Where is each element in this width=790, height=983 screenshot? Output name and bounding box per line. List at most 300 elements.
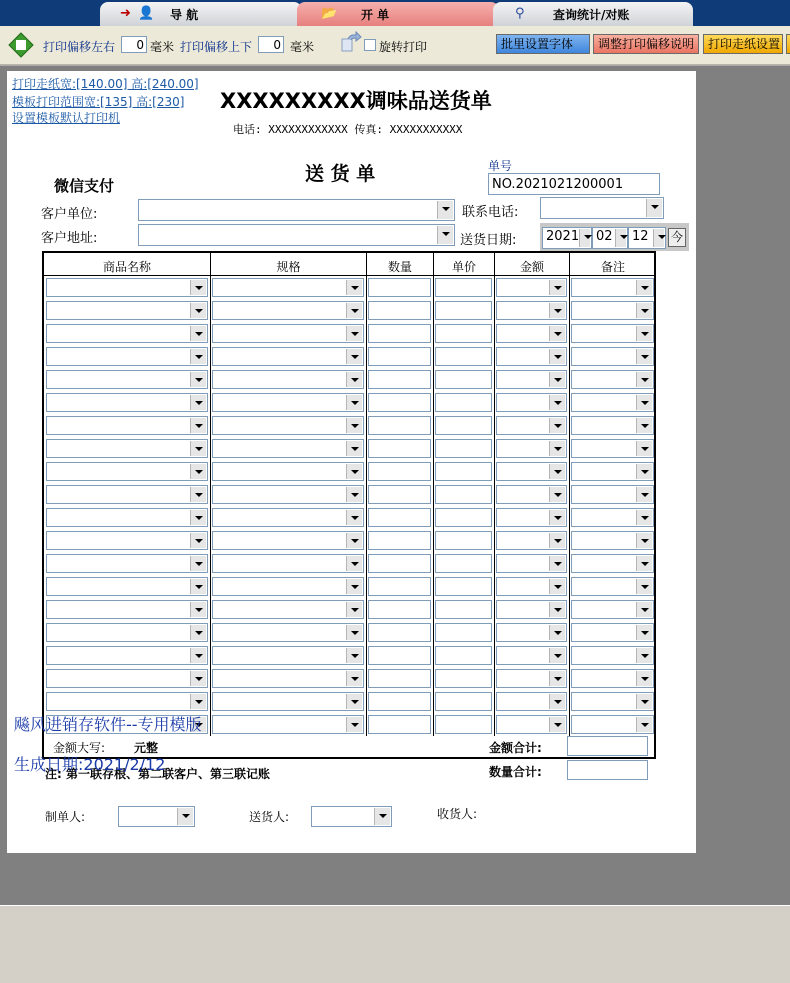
- table-cell-select[interactable]: [571, 462, 654, 481]
- user-icon: 👤: [138, 6, 155, 21]
- chevron-down-icon: [636, 579, 652, 594]
- table-cell-select[interactable]: [212, 623, 364, 642]
- table-row: [44, 621, 654, 644]
- chevron-down-icon: [636, 648, 652, 663]
- table-cell-select[interactable]: [496, 554, 567, 573]
- chevron-down-icon: [549, 418, 565, 433]
- table-row: [44, 368, 654, 391]
- chevron-down-icon: [346, 602, 362, 617]
- address-select[interactable]: [138, 224, 455, 246]
- chevron-down-icon: [653, 229, 664, 247]
- copies-note: 注: 第一联存根、第二联客户、第三联记账: [45, 767, 270, 781]
- chevron-down-icon: [636, 326, 652, 341]
- chevron-down-icon: [437, 226, 453, 244]
- table-cell-input[interactable]: [368, 324, 431, 343]
- chevron-down-icon: [636, 671, 652, 686]
- table-cell-input[interactable]: [368, 692, 431, 711]
- chevron-down-icon: [177, 808, 193, 825]
- table-cell-select[interactable]: [46, 462, 208, 481]
- tab-navigation[interactable]: [100, 2, 302, 26]
- chevron-down-icon: [190, 671, 206, 686]
- table-cell-select[interactable]: [46, 370, 208, 389]
- table-cell-select[interactable]: [571, 485, 654, 504]
- chevron-down-icon: [579, 229, 590, 247]
- table-row: [44, 575, 654, 598]
- overflow-button[interactable]: [786, 34, 790, 54]
- table-cell-select[interactable]: [46, 393, 208, 412]
- rotate-label: 旋转打印: [379, 40, 428, 54]
- table-cell-select[interactable]: [496, 324, 567, 343]
- payment-note: 微信支付: [54, 177, 115, 195]
- date-year-select[interactable]: [542, 227, 592, 249]
- table-cell-select[interactable]: [46, 669, 208, 688]
- chevron-down-icon: [636, 510, 652, 525]
- paper-size-link[interactable]: 打印走纸宽:[140.00] 高:[240.00]: [12, 77, 199, 91]
- table-cell-select[interactable]: [496, 347, 567, 366]
- chevron-down-icon: [636, 487, 652, 502]
- column-divider: [569, 276, 570, 736]
- phone-select[interactable]: [540, 197, 664, 219]
- table-cell-input[interactable]: [435, 623, 492, 642]
- table-row: [44, 644, 654, 667]
- table-row: [44, 391, 654, 414]
- table-cell-select[interactable]: [46, 278, 208, 297]
- move-arrows-icon[interactable]: [8, 32, 32, 56]
- column-divider: [210, 276, 211, 736]
- table-cell-select[interactable]: [496, 646, 567, 665]
- chevron-down-icon: [549, 579, 565, 594]
- table-cell-input[interactable]: [368, 462, 431, 481]
- table-cell-input[interactable]: [435, 692, 492, 711]
- chevron-down-icon: [636, 372, 652, 387]
- date-label: 送货日期:: [460, 233, 517, 248]
- table-row: [44, 529, 654, 552]
- table-cell-input[interactable]: [435, 646, 492, 665]
- chevron-down-icon: [646, 199, 662, 217]
- table-row: [44, 506, 654, 529]
- table-cell-select[interactable]: [571, 439, 654, 458]
- chevron-down-icon: [346, 671, 362, 686]
- offset-lr-input[interactable]: 0: [121, 36, 147, 53]
- table-cell-select[interactable]: [496, 416, 567, 435]
- status-area: [0, 905, 790, 983]
- software-watermark: 飚风进销存软件--专用模版: [14, 715, 202, 734]
- date-month-value: 02: [596, 229, 613, 244]
- table-cell-input[interactable]: [435, 531, 492, 550]
- chevron-down-icon: [190, 280, 206, 295]
- date-day-select[interactable]: [628, 227, 666, 249]
- chevron-down-icon: [190, 326, 206, 341]
- table-cell-input[interactable]: [368, 715, 431, 734]
- table-cell-select[interactable]: [571, 646, 654, 665]
- chevron-down-icon: [549, 602, 565, 617]
- table-cell-input[interactable]: [368, 439, 431, 458]
- chevron-down-icon: [549, 372, 565, 387]
- table-cell-select[interactable]: [212, 669, 364, 688]
- today-button[interactable]: 今: [668, 228, 686, 247]
- table-cell-select[interactable]: [571, 370, 654, 389]
- chevron-down-icon: [346, 349, 362, 364]
- print-workspace: [0, 65, 790, 906]
- chevron-down-icon: [636, 349, 652, 364]
- table-header-cell: 单价: [433, 253, 494, 276]
- chevron-down-icon: [346, 280, 362, 295]
- phone-label: 联系电话:: [462, 205, 519, 220]
- table-cell-input[interactable]: [435, 485, 492, 504]
- chevron-down-icon: [190, 418, 206, 433]
- chevron-down-icon: [190, 533, 206, 548]
- table-cell-select[interactable]: [46, 439, 208, 458]
- table-cell-select[interactable]: [46, 600, 208, 619]
- table-cell-input[interactable]: [368, 669, 431, 688]
- chevron-down-icon: [346, 303, 362, 318]
- table-cell-select[interactable]: [571, 715, 654, 734]
- amount-total-label: 金额合计:: [489, 741, 542, 755]
- table-cell-select[interactable]: [496, 577, 567, 596]
- chevron-down-icon: [636, 602, 652, 617]
- table-cell-input[interactable]: [435, 416, 492, 435]
- chevron-down-icon: [346, 533, 362, 548]
- table-cell-input[interactable]: [435, 347, 492, 366]
- table-cell-input[interactable]: [435, 439, 492, 458]
- table-cell-select[interactable]: [496, 485, 567, 504]
- chevron-down-icon: [549, 349, 565, 364]
- table-cell-select[interactable]: [571, 669, 654, 688]
- chevron-down-icon: [636, 441, 652, 456]
- table-cell-input[interactable]: [435, 669, 492, 688]
- column-divider: [433, 276, 434, 736]
- delivery-slip-paper: [7, 71, 696, 853]
- chevron-down-icon: [190, 303, 206, 318]
- table-cell-input[interactable]: [368, 278, 431, 297]
- offset-help-button[interactable]: 调整打印偏移说明: [593, 34, 699, 54]
- table-cell-select[interactable]: [571, 347, 654, 366]
- table-cell-select[interactable]: [496, 370, 567, 389]
- table-header-cell: 数量: [366, 253, 433, 276]
- chevron-down-icon: [346, 464, 362, 479]
- table-cell-input[interactable]: [435, 508, 492, 527]
- table-row: [44, 667, 654, 690]
- tab-query-stats-label: 查询统计/对账: [553, 8, 630, 22]
- chevron-down-icon: [437, 201, 453, 219]
- table-cell-input[interactable]: [368, 347, 431, 366]
- chevron-down-icon: [636, 418, 652, 433]
- nav-arrow-icon: ➜: [120, 6, 131, 21]
- table-cell-select[interactable]: [212, 508, 364, 527]
- table-cell-select[interactable]: [496, 669, 567, 688]
- chevron-down-icon: [190, 487, 206, 502]
- table-header-cell: 商品名称: [44, 253, 210, 276]
- table-cell-select[interactable]: [571, 692, 654, 711]
- batch-font-button[interactable]: 批里设置字体: [496, 34, 590, 54]
- table-cell-select[interactable]: [212, 324, 364, 343]
- contact-line: 电话: XXXXXXXXXXXX 传真: XXXXXXXXXXX: [233, 123, 463, 136]
- chevron-down-icon: [346, 326, 362, 341]
- chevron-down-icon: [636, 556, 652, 571]
- table-cell-select[interactable]: [571, 278, 654, 297]
- table-header-cell: 备注: [569, 253, 656, 276]
- table-row: [44, 276, 654, 299]
- chevron-down-icon: [346, 556, 362, 571]
- table-header-cell: 规格: [210, 253, 366, 276]
- table-cell-select[interactable]: [46, 324, 208, 343]
- chevron-down-icon: [190, 602, 206, 617]
- table-cell-input[interactable]: [368, 301, 431, 320]
- table-cell-select[interactable]: [496, 715, 567, 734]
- table-cell-input[interactable]: [368, 485, 431, 504]
- chevron-down-icon: [549, 303, 565, 318]
- offset-lr-unit: 毫米: [150, 40, 175, 54]
- table-cell-input[interactable]: [435, 393, 492, 412]
- chevron-down-icon: [346, 395, 362, 410]
- chevron-down-icon: [190, 464, 206, 479]
- chevron-down-icon: [549, 487, 565, 502]
- doc-no-label: 单号: [488, 159, 513, 173]
- table-cell-select[interactable]: [212, 600, 364, 619]
- template-range-link[interactable]: 模板打印范围宽:[135] 高:[230]: [12, 95, 185, 109]
- table-row: [44, 322, 654, 345]
- table-cell-select[interactable]: [212, 715, 364, 734]
- amount-words-value: 元整: [134, 741, 159, 755]
- table-cell-select[interactable]: [571, 577, 654, 596]
- table-cell-select[interactable]: [46, 485, 208, 504]
- rotate-icon: [340, 31, 362, 53]
- customer-select[interactable]: [138, 199, 455, 221]
- chevron-down-icon: [636, 533, 652, 548]
- chevron-down-icon: [549, 441, 565, 456]
- table-cell-input[interactable]: [435, 278, 492, 297]
- table-cell-select[interactable]: [46, 301, 208, 320]
- table-cell-input[interactable]: [368, 554, 431, 573]
- chevron-down-icon: [615, 229, 626, 247]
- deliverer-label: 送货人:: [249, 810, 290, 824]
- address-label: 客户地址:: [41, 231, 98, 246]
- table-cell-select[interactable]: [212, 393, 364, 412]
- chevron-down-icon: [346, 441, 362, 456]
- folder-icon: 📂: [321, 6, 338, 21]
- tab-create-order[interactable]: [297, 2, 499, 26]
- table-cell-select[interactable]: [496, 393, 567, 412]
- chevron-down-icon: [346, 372, 362, 387]
- chevron-down-icon: [190, 648, 206, 663]
- chevron-down-icon: [636, 694, 652, 709]
- table-cell-input[interactable]: [435, 370, 492, 389]
- tab-query-stats[interactable]: [493, 2, 693, 26]
- chevron-down-icon: [549, 648, 565, 663]
- table-cell-input[interactable]: [368, 623, 431, 642]
- chevron-down-icon: [374, 808, 390, 825]
- table-cell-select[interactable]: [46, 531, 208, 550]
- chevron-down-icon: [549, 625, 565, 640]
- table-cell-input[interactable]: [368, 600, 431, 619]
- chevron-down-icon: [549, 533, 565, 548]
- table-cell-select[interactable]: [212, 554, 364, 573]
- table-cell-input[interactable]: [368, 577, 431, 596]
- date-month-select[interactable]: [592, 227, 628, 249]
- table-cell-select[interactable]: [496, 462, 567, 481]
- chevron-down-icon: [190, 395, 206, 410]
- table-cell-select[interactable]: [496, 692, 567, 711]
- items-table: [42, 251, 656, 759]
- table-cell-select[interactable]: [496, 301, 567, 320]
- table-cell-select[interactable]: [571, 301, 654, 320]
- chevron-down-icon: [549, 556, 565, 571]
- offset-ud-unit: 毫米: [290, 40, 315, 54]
- company-title: XXXXXXXXX调味品送货单: [220, 89, 492, 113]
- qty-total-label: 数量合计:: [489, 765, 542, 779]
- table-row: [44, 414, 654, 437]
- amount-words-label: 金额大写:: [53, 741, 106, 755]
- table-cell-input[interactable]: [435, 600, 492, 619]
- offset-ud-label: 打印偏移上下: [180, 40, 253, 54]
- chevron-down-icon: [549, 280, 565, 295]
- table-cell-select[interactable]: [571, 531, 654, 550]
- chevron-down-icon: [549, 694, 565, 709]
- binoculars-icon: ⚲: [515, 6, 525, 21]
- chevron-down-icon: [190, 441, 206, 456]
- table-cell-select[interactable]: [496, 600, 567, 619]
- table-cell-select[interactable]: [212, 416, 364, 435]
- table-cell-select[interactable]: [212, 485, 364, 504]
- chevron-down-icon: [549, 395, 565, 410]
- table-cell-select[interactable]: [571, 623, 654, 642]
- table-cell-select[interactable]: [496, 508, 567, 527]
- table-cell-select[interactable]: [496, 531, 567, 550]
- table-cell-input[interactable]: [368, 508, 431, 527]
- chevron-down-icon: [346, 694, 362, 709]
- chevron-down-icon: [346, 579, 362, 594]
- table-cell-input[interactable]: [368, 393, 431, 412]
- deliverer-select[interactable]: [311, 806, 392, 827]
- chevron-down-icon: [346, 487, 362, 502]
- table-header-cell: 金额: [494, 253, 569, 276]
- table-cell-select[interactable]: [46, 508, 208, 527]
- table-cell-input[interactable]: [368, 416, 431, 435]
- table-cell-select[interactable]: [496, 439, 567, 458]
- table-cell-select[interactable]: [212, 347, 364, 366]
- customer-label: 客户单位:: [41, 207, 98, 222]
- table-cell-select[interactable]: [212, 646, 364, 665]
- date-year-value: 2021: [546, 229, 580, 244]
- table-row: [44, 483, 654, 506]
- doc-no-field[interactable]: NO.2021021200001: [488, 173, 660, 195]
- chevron-down-icon: [190, 579, 206, 594]
- chevron-down-icon: [346, 648, 362, 663]
- amount-total-field[interactable]: [567, 736, 648, 756]
- table-row: [44, 460, 654, 483]
- chevron-down-icon: [549, 671, 565, 686]
- table-row: [44, 437, 654, 460]
- chevron-down-icon: [190, 372, 206, 387]
- table-cell-select[interactable]: [212, 577, 364, 596]
- chevron-down-icon: [190, 556, 206, 571]
- table-cell-select[interactable]: [212, 531, 364, 550]
- chevron-down-icon: [346, 717, 362, 732]
- table-cell-input[interactable]: [435, 554, 492, 573]
- table-cell-input[interactable]: [435, 301, 492, 320]
- table-row: [44, 299, 654, 322]
- table-cell-select[interactable]: [571, 554, 654, 573]
- table-cell-select[interactable]: [212, 692, 364, 711]
- chevron-down-icon: [636, 303, 652, 318]
- chevron-down-icon: [636, 464, 652, 479]
- table-cell-select[interactable]: [46, 692, 208, 711]
- column-divider: [366, 276, 367, 736]
- tab-create-order-label: 开 单: [361, 8, 390, 22]
- receiver-label: 收货人:: [437, 807, 478, 821]
- table-cell-input[interactable]: [435, 715, 492, 734]
- maker-label: 制单人:: [45, 810, 86, 824]
- table-cell-input[interactable]: [435, 577, 492, 596]
- chevron-down-icon: [190, 349, 206, 364]
- table-cell-select[interactable]: [212, 278, 364, 297]
- qty-total-field[interactable]: [567, 760, 648, 780]
- table-row: [44, 598, 654, 621]
- table-row: [44, 690, 654, 713]
- chevron-down-icon: [549, 464, 565, 479]
- chevron-down-icon: [549, 717, 565, 732]
- table-cell-select[interactable]: [571, 393, 654, 412]
- table-cell-select[interactable]: [571, 508, 654, 527]
- table-cell-select[interactable]: [46, 416, 208, 435]
- table-cell-select[interactable]: [212, 370, 364, 389]
- tab-navigation-label: 导 航: [170, 8, 199, 22]
- table-cell-select[interactable]: [571, 416, 654, 435]
- print-toolbar: [0, 26, 790, 65]
- table-cell-select[interactable]: [46, 554, 208, 573]
- chevron-down-icon: [636, 280, 652, 295]
- table-cell-input[interactable]: [368, 646, 431, 665]
- table-cell-select[interactable]: [571, 324, 654, 343]
- chevron-down-icon: [636, 717, 652, 732]
- table-cell-select[interactable]: [46, 347, 208, 366]
- chevron-down-icon: [636, 625, 652, 640]
- table-cell-select[interactable]: [212, 462, 364, 481]
- date-day-value: 12: [632, 229, 649, 244]
- rotate-checkbox[interactable]: [364, 39, 376, 51]
- table-cell-select[interactable]: [496, 278, 567, 297]
- chevron-down-icon: [346, 625, 362, 640]
- table-cell-input[interactable]: [368, 370, 431, 389]
- chevron-down-icon: [190, 510, 206, 525]
- chevron-down-icon: [636, 395, 652, 410]
- offset-ud-input[interactable]: 0: [258, 36, 284, 53]
- chevron-down-icon: [190, 625, 206, 640]
- chevron-down-icon: [346, 510, 362, 525]
- table-cell-select[interactable]: [212, 301, 364, 320]
- maker-select[interactable]: [118, 806, 195, 827]
- offset-lr-label: 打印偏移左右: [43, 40, 116, 54]
- table-cell-select[interactable]: [46, 646, 208, 665]
- column-divider: [494, 276, 495, 736]
- table-cell-input[interactable]: [368, 531, 431, 550]
- table-cell-select[interactable]: [496, 623, 567, 642]
- table-cell-select[interactable]: [46, 623, 208, 642]
- paper-settings-button[interactable]: 打印走纸设置: [703, 34, 783, 54]
- table-cell-select[interactable]: [571, 600, 654, 619]
- chevron-down-icon: [190, 694, 206, 709]
- chevron-down-icon: [549, 510, 565, 525]
- doc-title: 送 货 单: [305, 163, 376, 185]
- table-cell-select[interactable]: [46, 577, 208, 596]
- table-cell-input[interactable]: [435, 324, 492, 343]
- generated-date: 生成日期:2021/2/12: [14, 755, 166, 774]
- chevron-down-icon: [346, 418, 362, 433]
- table-cell-select[interactable]: [212, 439, 364, 458]
- table-cell-input[interactable]: [435, 462, 492, 481]
- tab-bar: [0, 0, 790, 26]
- default-printer-link[interactable]: 设置模板默认打印机: [12, 111, 121, 125]
